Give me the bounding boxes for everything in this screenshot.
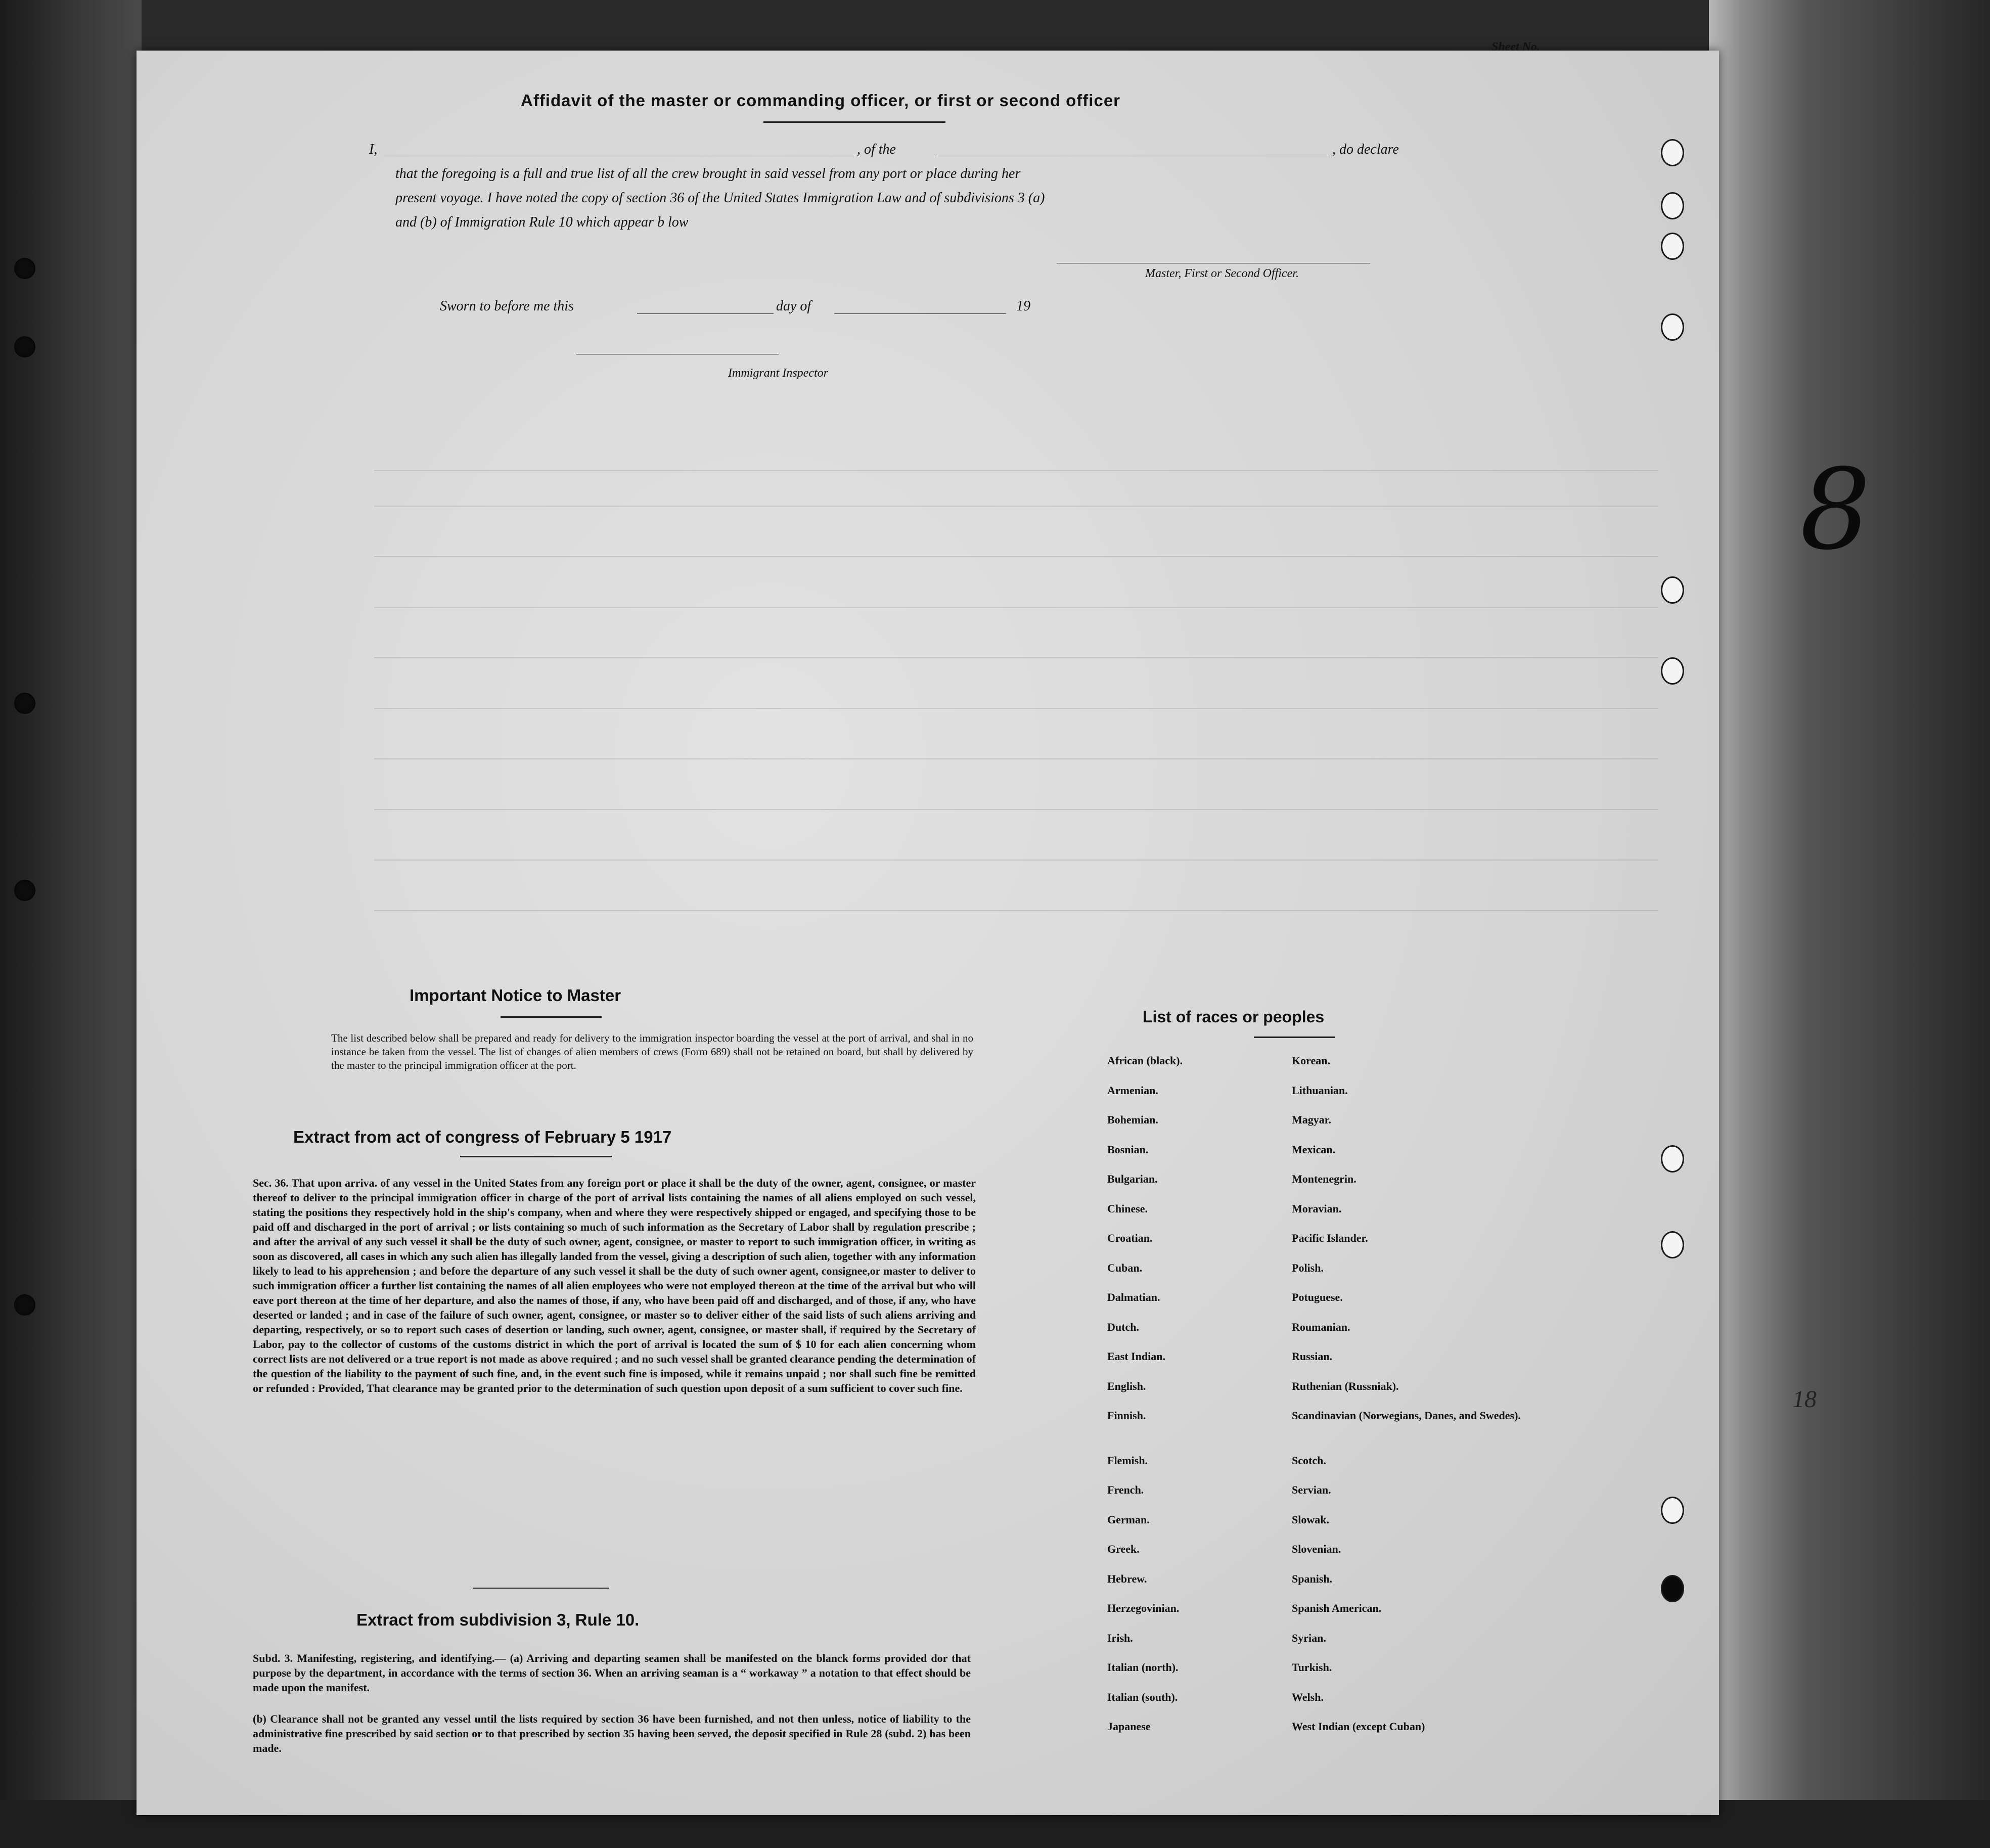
race-item: Russian. (1292, 1350, 1333, 1363)
punch-hole (1661, 1497, 1684, 1524)
punch-hole (1661, 233, 1684, 260)
divider (460, 1156, 612, 1157)
divider (1254, 1036, 1335, 1038)
race-item: Croatian. (1107, 1232, 1153, 1244)
affidavit-vessel: , of the (857, 142, 896, 157)
race-item: African (black). (1107, 1054, 1183, 1067)
binder-hole (14, 693, 35, 714)
race-item: Welsh. (1292, 1690, 1324, 1703)
affidavit-line4: and (b) of Immigration Rule 10 which appear b low (395, 214, 689, 230)
race-item: Flemish. (1107, 1454, 1148, 1467)
race-item: Lithuanian. (1292, 1084, 1348, 1097)
punch-hole (1661, 657, 1684, 685)
divider (473, 1588, 609, 1589)
race-item: Servian. (1292, 1483, 1331, 1496)
race-item: English. (1107, 1379, 1146, 1392)
race-item: Scandinavian (Norwegians, Danes, and Swedes). (1292, 1409, 1521, 1422)
race-item: Greek. (1107, 1543, 1140, 1555)
race-item: Armenian. (1107, 1084, 1158, 1097)
race-item: East Indian. (1107, 1350, 1165, 1363)
master-signature-label: Master, First or Second Officer. (1145, 267, 1299, 280)
punch-hole (1661, 1145, 1684, 1173)
binder-hole (14, 1294, 35, 1316)
race-item: Magyar. (1292, 1113, 1332, 1126)
race-item: Polish. (1292, 1261, 1324, 1274)
race-item: Slovenian. (1292, 1543, 1341, 1555)
affidavit-line2: that the foregoing is a full and true list of all the crew brought in said vessel from any port or place during her (395, 166, 1021, 182)
race-item: Finnish. (1107, 1409, 1146, 1422)
race-item: Chinese. (1107, 1202, 1148, 1215)
race-item: Roumanian. (1292, 1320, 1350, 1333)
extract-act-title: Extract from act of congress of February 5 1917 (293, 1128, 672, 1146)
punch-hole (1661, 576, 1684, 604)
sworn-day-of: day of (776, 298, 811, 314)
affidavit-declare: , do declare (1332, 142, 1399, 157)
binder-hole (14, 258, 35, 279)
race-item: Pacific Islander. (1292, 1232, 1368, 1244)
race-item: Moravian. (1292, 1202, 1342, 1215)
binder-hole (14, 336, 35, 357)
race-item: Potuguese. (1292, 1291, 1343, 1303)
affidavit-title: Affidavit of the master or commanding officer, or first or second officer (521, 91, 1121, 110)
sworn-text: Sworn to before me this (440, 298, 574, 314)
margin-handwritten-number: 8 (1800, 445, 1871, 574)
race-item: Irish. (1107, 1631, 1133, 1644)
sworn-year: 19 (1016, 298, 1030, 314)
race-item: French. (1107, 1483, 1144, 1496)
race-item: Ruthenian (Russniak). (1292, 1379, 1399, 1392)
race-item: Syrian. (1292, 1631, 1326, 1644)
punch-hole (1661, 139, 1684, 166)
race-item: Dutch. (1107, 1320, 1139, 1333)
manifest-page (137, 40, 1719, 1815)
race-item: West Indian (except Cuban) (1292, 1720, 1425, 1733)
notice-text: The list described below shall be prepared and ready for delivery to the immigration inspector boarding the vessel at the port of arrival, and shal in no instance be taken from the vessel. The list of changes of alien members of crews (Form 689) shall not be retained on board, but shall by delivered by the master to the principal immigration officer at the port. (331, 1032, 973, 1071)
race-item: Herzegovinian. (1107, 1602, 1180, 1614)
race-item: Cuban. (1107, 1261, 1143, 1274)
punch-hole (1661, 1575, 1684, 1602)
affidavit-declarant: I, (369, 142, 378, 157)
race-item: Spanish American. (1292, 1602, 1382, 1614)
race-item: Spanish. (1292, 1572, 1333, 1585)
extract-act-text: Sec. 36. That upon arriva. of any vessel in the United States from any foreign port or place it shall be the duty of the owner, agent, consignee, or master thereof to deliver to the principal immigration officer in charge of the port of arrival lists containing the names of all aliens employed on such vessel, stating the positions they respectively hold in the ship's company, when and where they were respectively shipped or engaged, and specifying those to be paid off and discharged in the port of arrival ; or lists containing so much of such information as the Secretary of Labor shall by regulation prescribe ; and after the arrival of any such vessel it shall be the duty of such owner, agent, consignee, or master to report to such immigration officer, in writing as soon as discovered, all cases in which any such alien has illegally landed from the vessel, giving a description of such alien, together with any information likely to lead to his apprehension ; and before the departure of any such vessel it shall be the duty of such owner agent, consignee,or master to deliver to such immigration officer a further list containing the names of all alien employees who were not employed thereon at the time of the arrival but who will eave port thereon at the time of her departure, and also the names of those, if any, who have been paid off and discharged, and of those, if any, who have deserted or landed ; and in case of the failure of such owner, agent, consignee, or master so to deliver either of the said lists of such aliens arriving and departing, respectively, or so to report such cases of desertion or landing, such owner, agent, consignee, or master shall, if required by the Secretary of Labor, pay to the collector of customs of the customs district in which the port of arrival is located the sum of $ 10 for each alien concerning whom correct lists are not delivered or a true report is not made as above required ; and no such vessel shall be granted clearance pending the determination of the question of the liability to the payment of such fine, and, in the event such fine is imposed, while it remains unpaid ; nor shall such fine be remitted or refunded : Provided, That clearance may be granted prior to the determination of such question upon deposit of a sum sufficient to cover such fine. (253, 1177, 976, 1394)
race-item: Turkish. (1292, 1661, 1332, 1674)
races-title: List of races or peoples (1143, 1008, 1325, 1026)
extract-rule-para2: (b) Clearance shall not be granted any vessel until the lists required by section 36 have been furnished, and not then unless, notice of liability to the administrative fine prescribed by said section or to that prescribed by section 35 having been served, the deposit specified in Rule 28 (subd. 2) has been made. (253, 1712, 971, 1754)
inspector-signature-label: Immigrant Inspector (728, 367, 828, 380)
race-item: Korean. (1292, 1054, 1330, 1067)
affidavit-line3: present voyage. I have noted the copy of section 36 of the United States Immigration Law and of subdivisions 3 (a) (395, 190, 1045, 206)
race-item: Mexican. (1292, 1143, 1336, 1156)
race-item: Dalmatian. (1107, 1291, 1160, 1303)
blank-line (637, 313, 774, 314)
margin-small-note: 18 (1792, 1386, 1817, 1413)
race-item: Italian (north). (1107, 1661, 1179, 1674)
divider (501, 1016, 602, 1018)
binder-hole (14, 880, 35, 901)
extract-rule-title: Extract from subdivision 3, Rule 10. (356, 1610, 640, 1629)
race-item: Scotch. (1292, 1454, 1326, 1467)
punch-hole (1661, 1231, 1684, 1258)
race-item: Hebrew. (1107, 1572, 1147, 1585)
race-item: Italian (south). (1107, 1690, 1178, 1703)
race-item: Slowak. (1292, 1513, 1329, 1526)
race-item: Montenegrin. (1292, 1173, 1356, 1185)
race-item: Bosnian. (1107, 1143, 1149, 1156)
notice-title: Important Notice to Master (410, 986, 621, 1005)
race-item: German. (1107, 1513, 1150, 1526)
sheet-number-label: Sheet No. (1491, 40, 1540, 54)
punch-hole (1661, 313, 1684, 341)
divider (763, 121, 945, 123)
race-item: Bohemian. (1107, 1113, 1158, 1126)
race-item: Bulgarian. (1107, 1173, 1158, 1185)
scan-background-right (1709, 0, 1990, 1848)
blank-line (834, 313, 1006, 314)
punch-hole (1661, 192, 1684, 219)
extract-rule-para1: Subd. 3. Manifesting, registering, and identifying.— (a) Arriving and departing seamen shall be manifested on the blanck forms provided dor that purpose by the department, in accordance with the terms of section 36. When an arriving seaman is a “ workaway ” a notation to that effect should be made upon the manifest. (253, 1652, 971, 1694)
race-item: Japanese (1107, 1720, 1151, 1733)
